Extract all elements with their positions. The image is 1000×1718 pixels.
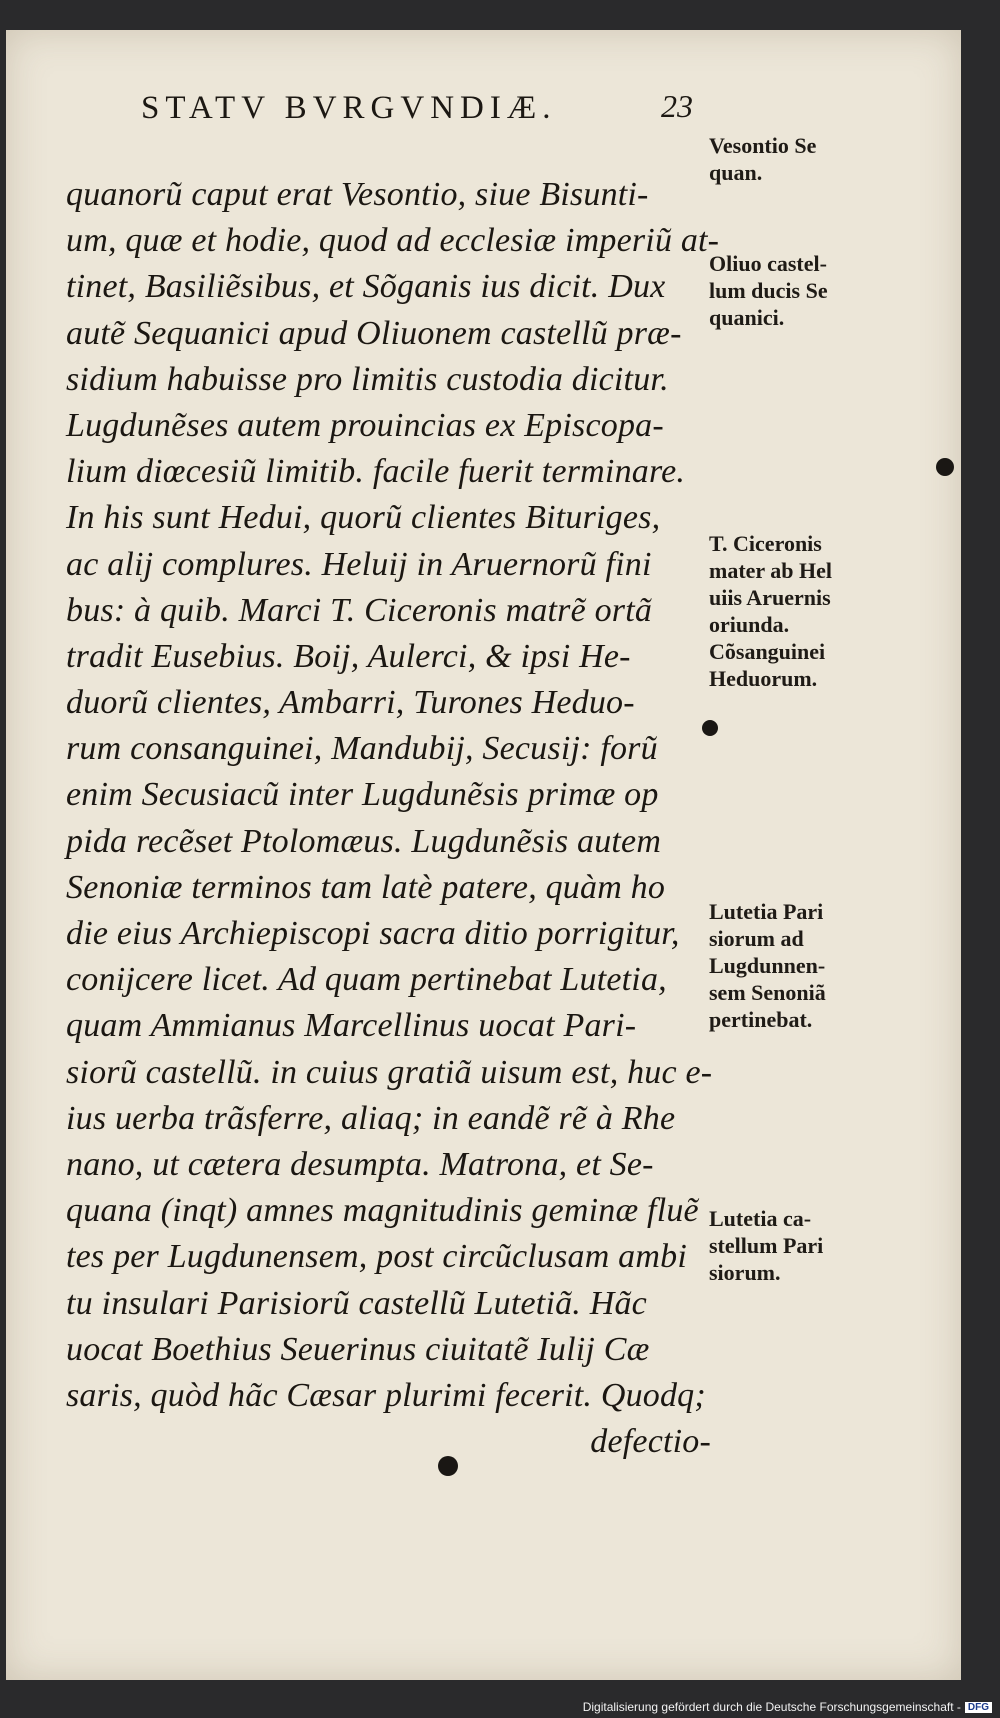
text-line: quanorũ caput erat Vesontio, siue Bisunti-	[66, 176, 649, 213]
text-line: siorũ castellũ. in cuius gratiã uisum est, huc e-	[66, 1053, 713, 1091]
dfg-logo: DFG	[965, 1702, 992, 1713]
catchword-line: defectio-	[590, 1423, 711, 1461]
text-line: enim Secusiacũ inter Lugdunẽsis primæ op	[66, 776, 659, 814]
note-line: quanici.	[709, 305, 785, 330]
marginal-note-lutetia-castellum	[709, 1205, 823, 1286]
running-title: STATV BVRGVNDIÆ.	[141, 90, 557, 126]
text-line: conijcere licet. Ad quam pertinebat Lutetia,	[66, 961, 667, 999]
text-line: uocat Boethius Seuerinus ciuitatẽ Iulij Cæ	[66, 1330, 650, 1368]
note-line: stellum Pari	[709, 1233, 824, 1258]
text-line: tinet, Basiliẽsibus, et Sõganis ius dicit. Dux	[66, 268, 666, 306]
marginal-note-oliuo	[709, 250, 828, 331]
text-line: nano, ut cætera desumpta. Matrona, et Se-	[66, 1145, 654, 1183]
ink-spot	[702, 720, 718, 736]
text-line: Senoniæ terminos tam latè patere, quàm ho	[66, 868, 666, 906]
text-line: ac alij complures. Heluij in Aruernorũ fini	[66, 545, 652, 583]
note-line: pertinebat.	[709, 1007, 813, 1032]
note-line: Oliuo castel-	[709, 251, 827, 276]
page-number: 23	[661, 88, 693, 124]
text-line: um, quæ et hodie, quod ad ecclesiæ imperiũ at-	[66, 222, 720, 260]
text-line: duorũ clientes, Ambarri, Turones Heduo-	[66, 684, 635, 722]
note-line: siorum.	[709, 1260, 781, 1285]
note-line: Heduorum.	[709, 666, 818, 691]
note-line: Vesontio Se	[709, 133, 817, 158]
note-line: T. Ciceronis	[709, 531, 822, 556]
note-line: oriunda.	[709, 612, 790, 637]
note-line: quan.	[709, 160, 763, 185]
marginal-note-vesontio	[709, 132, 816, 186]
text-line: lium diœcesiũ limitib. facile fuerit terminare.	[66, 453, 686, 491]
text-line: rum consanguinei, Mandubij, Secusij: forũ	[66, 730, 658, 768]
ink-spot	[438, 1456, 458, 1476]
text-line: tradit Eusebius. Boij, Aulerci, & ipsi He-	[66, 637, 631, 675]
text-line: ius uerba trãsferre, aliaq; in eandẽ rẽ à Rhe	[66, 1099, 676, 1137]
note-line: mater ab Hel	[709, 558, 833, 583]
main-text-block	[66, 172, 721, 1465]
marginal-note-cicero	[709, 530, 832, 692]
note-line: sem Senoniã	[709, 980, 826, 1005]
text-line: die eius Archiepiscopi sacra ditio porrigitur,	[66, 915, 680, 952]
text-line: In his sunt Hedui, quorũ clientes Bituriges,	[66, 499, 661, 537]
note-line: lum ducis Se	[709, 278, 828, 303]
marginal-note-lutetia-senonia	[709, 898, 826, 1033]
note-line: Lutetia ca-	[709, 1206, 812, 1231]
book-page	[6, 30, 961, 1680]
note-line: siorum ad	[709, 926, 804, 951]
note-line: Lugdunnen-	[709, 953, 826, 978]
ink-spot	[936, 458, 954, 476]
text-line: autẽ Sequanici apud Oliuonem castellũ præ-	[66, 314, 682, 352]
text-line: saris, quòd hãc Cæsar plurimi fecerit. Quodq;	[66, 1376, 706, 1414]
text-line: tu insulari Parisiorũ castellũ Lutetiã. Hãc	[66, 1284, 647, 1322]
note-line: Cõsanguinei	[709, 639, 826, 664]
text-line: quam Ammianus Marcellinus uocat Pari-	[66, 1007, 637, 1045]
note-line: Lutetia Pari	[709, 899, 824, 924]
text-line: tes per Lugdunensem, post circũclusam ambi	[66, 1238, 687, 1276]
text-line: Lugdunẽses autem prouincias ex Episcopa-	[66, 406, 664, 444]
text-line: bus: à quib. Marci T. Ciceronis matrẽ ortã	[66, 591, 653, 629]
text-line: sidium habuisse pro limitis custodia dicitur.	[66, 360, 669, 398]
text-line: pida recẽset Ptolomæus. Lugdunẽsis autem	[66, 822, 662, 860]
text-line: quana (inqt) amnes magnitudinis geminæ fluẽ	[66, 1192, 699, 1230]
note-line: uiis Aruernis	[709, 585, 831, 610]
digitization-credit	[583, 1700, 992, 1714]
credit-text: Digitalisierung gefördert durch die Deutsche Forschungsgemeinschaft -	[582, 1700, 961, 1714]
